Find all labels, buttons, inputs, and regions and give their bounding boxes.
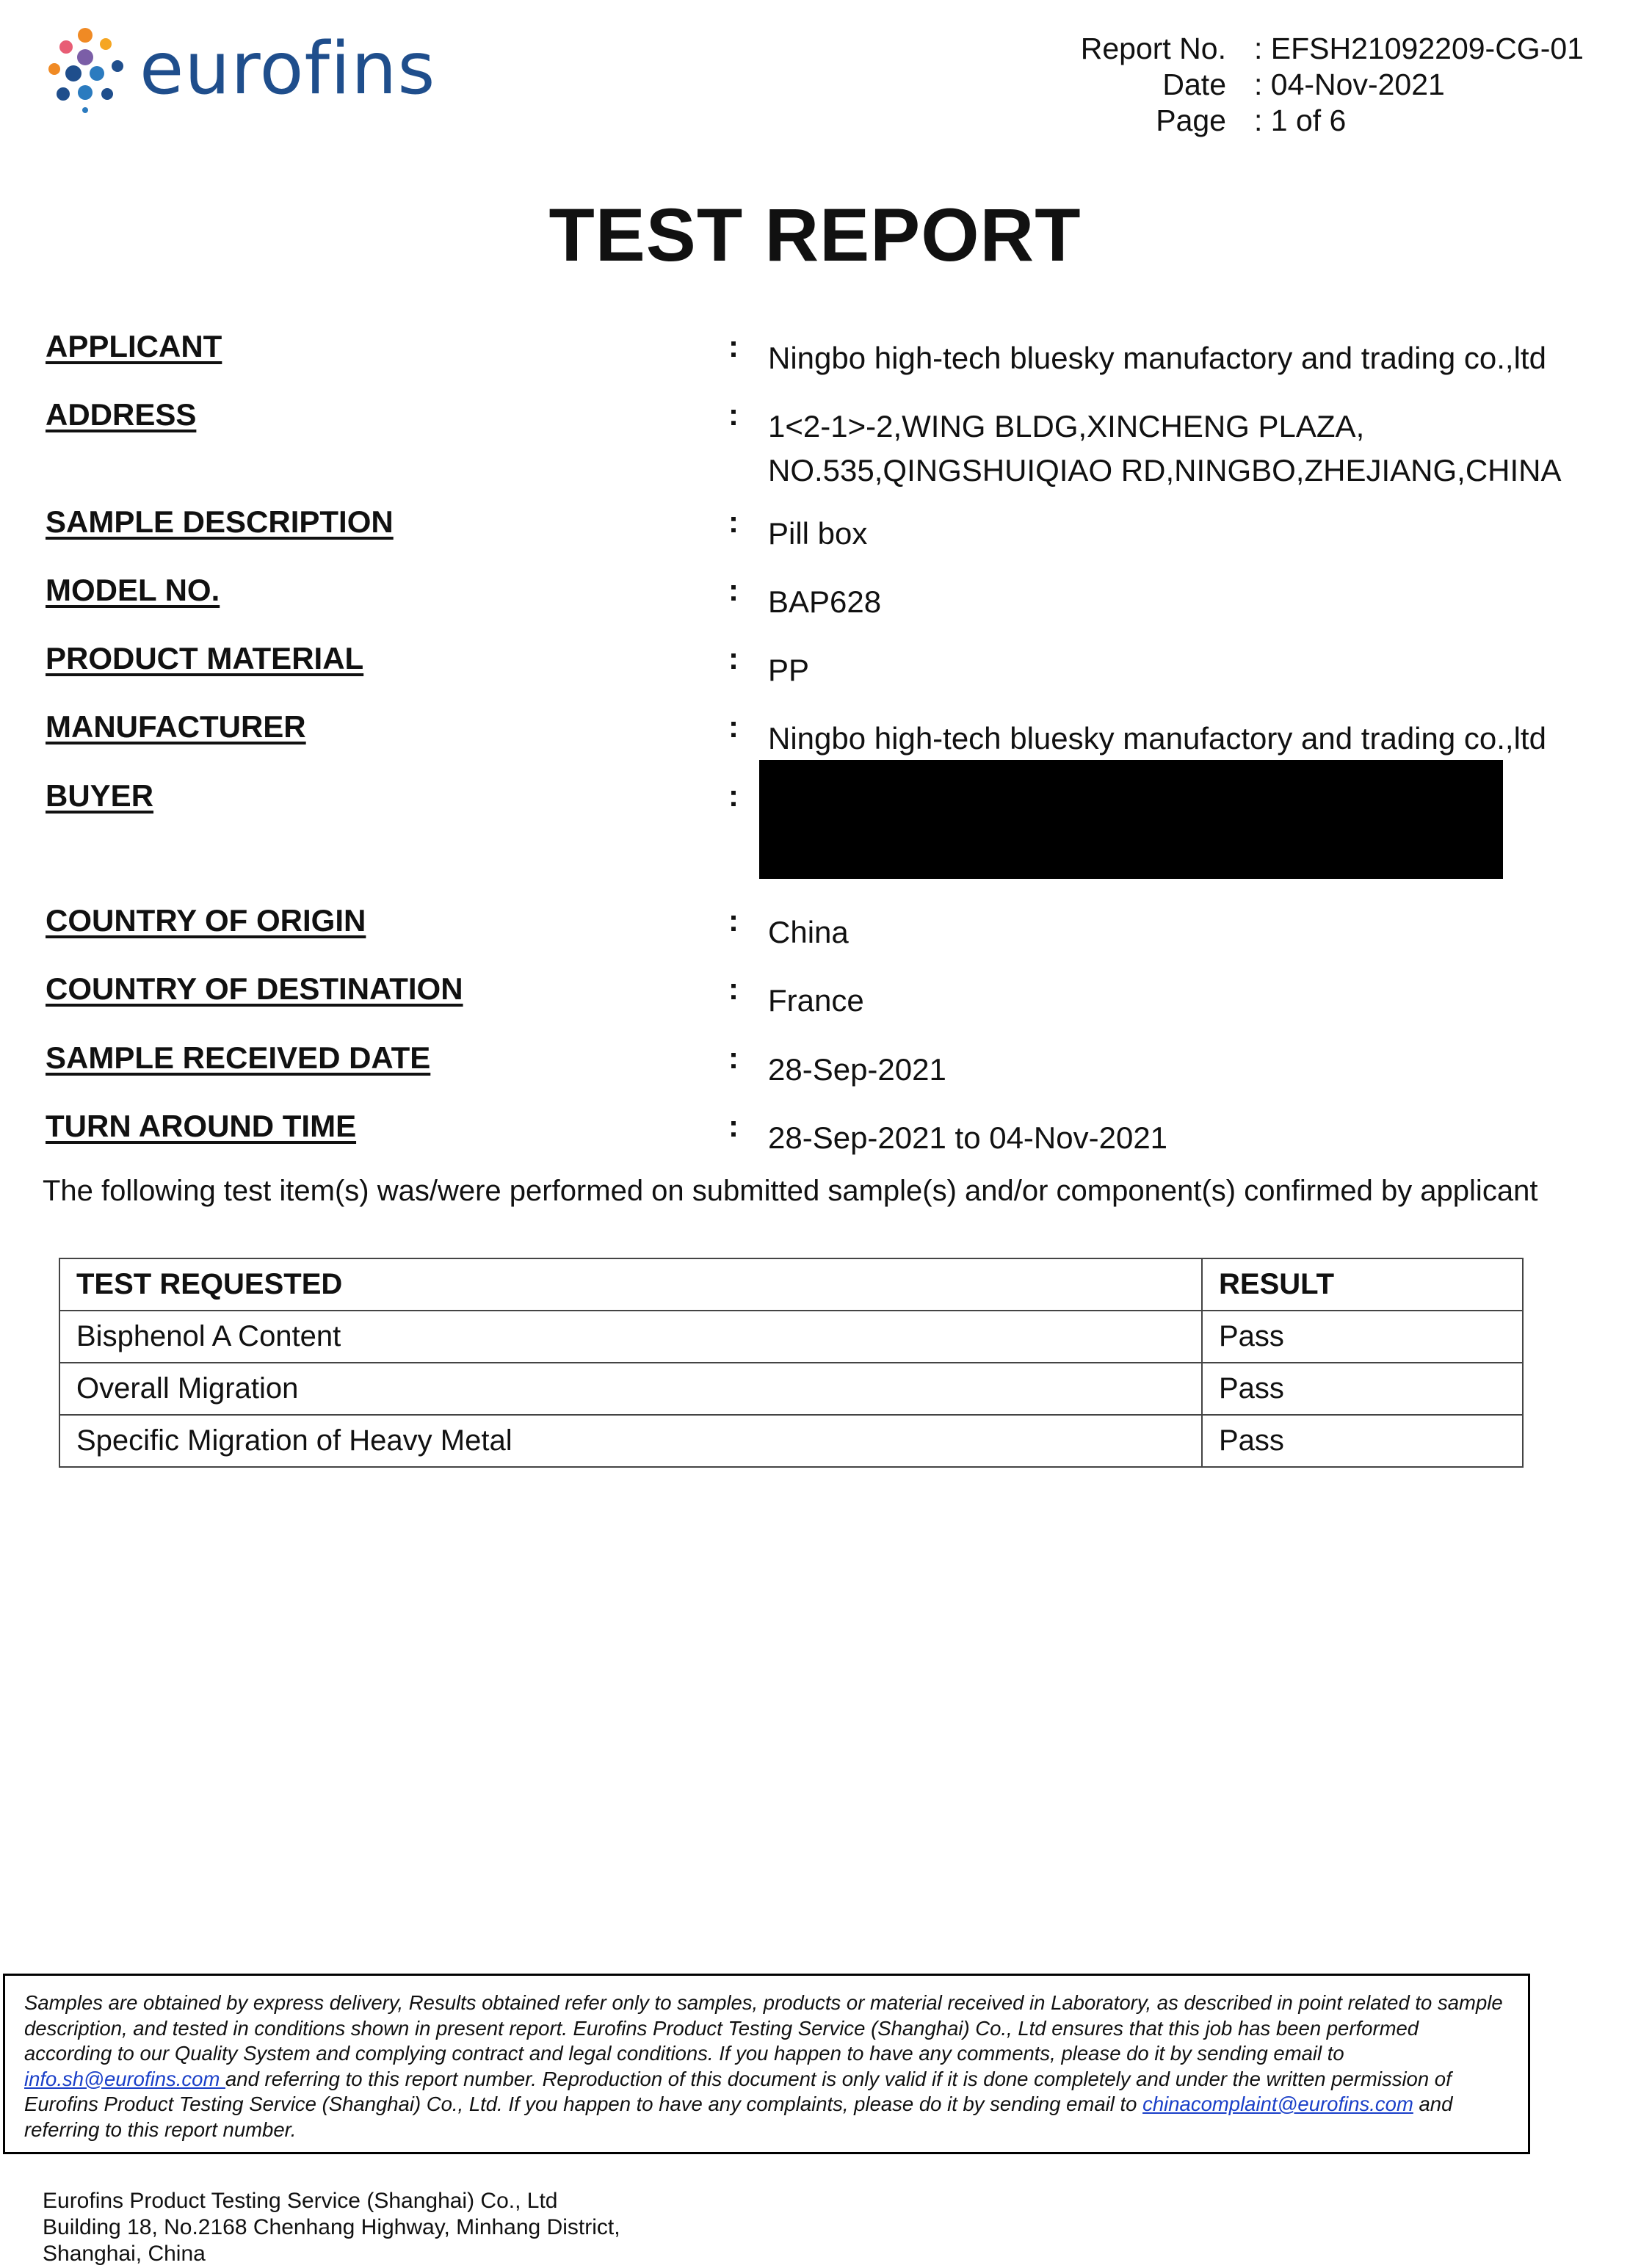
page-row [1043,103,1584,139]
table-header-row [59,1258,1523,1311]
field-colon: : [728,397,739,432]
disclaimer-text: and referring to this report number. [24,2093,1453,2141]
manufacturer-value: Ningbo high-tech bluesky manufactory and trading co.,ltd [768,721,1546,756]
turn-around-time-value: 28-Sep-2021 to 04-Nov-2021 [768,1120,1168,1155]
test-name-cell: Specific Migration of Heavy Metal [59,1415,1202,1467]
table-row [59,1415,1523,1467]
report-meta [1043,31,1584,139]
report-date-value: : 04-Nov-2021 [1254,68,1445,101]
disclaimer-text: and referring to this report number. Reproduction of this document is only valid if it is done completely and under the written permission of Eurofins Product Testing Service (Shanghai) Co., Ltd. If you happen to have any complaints, please do it by sending email to [24,2067,1452,2115]
buyer-redaction-block [759,760,1503,879]
report-number-row [1043,31,1584,67]
disclaimer-text: Samples are obtained by express delivery, Results obtained refer only to samples, products or material received in Laboratory, as described in point related to sample description, and tested in conditions shown in present report. Eurofins Product Testing Service (Shanghai) Co., Ltd ensures that this job has been performed according to our Quality System and complying contract and legal conditions. If you happen to have any comments, please do it by sending email to [24,1991,1503,2065]
field-label: PRODUCT MATERIAL [46,641,364,675]
field-label: COUNTRY OF ORIGIN [46,903,366,938]
meta-label: Report No. [1080,32,1226,65]
logo-wordmark: eurofins [140,27,436,111]
result-cell: Pass [1202,1415,1523,1467]
field-colon: : [728,641,739,675]
field-colon: : [728,329,739,363]
footer-line: Building 18, No.2168 Chenhang Highway, Minhang District, [43,2215,620,2239]
footer-address [43,2188,620,2267]
eurofins-dots-icon [41,25,129,113]
meta-label: Page [1156,104,1226,137]
test-name-cell: Overall Migration [59,1363,1202,1415]
field-colon: : [728,573,739,607]
field-colon: : [728,903,739,938]
complaint-email-link[interactable]: chinacomplaint@eurofins.com [1142,2093,1413,2115]
field-label: SAMPLE DESCRIPTION [46,504,394,539]
results-table [59,1258,1524,1468]
company-logo [41,25,452,120]
product-material-value: PP [768,653,810,687]
field-label: SAMPLE RECEIVED DATE [46,1040,431,1075]
country-of-origin-value: China [768,915,849,949]
country-of-destination-value: France [768,983,864,1018]
column-header: TEST REQUESTED [59,1258,1202,1311]
table-row [59,1363,1523,1415]
info-email-link[interactable]: info.sh@eurofins.com [24,2067,226,2090]
disclaimer-box [3,1974,1530,2154]
result-cell: Pass [1202,1363,1523,1415]
footer-line: Eurofins Product Testing Service (Shanghai) Co., Ltd [43,2189,558,2213]
address-line-1: 1<2-1>-2,WING BLDG,XINCHENG PLAZA, [768,409,1365,443]
intro-statement: The following test item(s) was/were performed on submitted sample(s) and/or component(s) confirmed by applicant [43,1175,1538,1207]
field-label: BUYER [46,778,154,813]
result-cell: Pass [1202,1311,1523,1363]
sample-received-date-value: 28-Sep-2021 [768,1052,946,1087]
field-label: MODEL NO. [46,573,220,607]
table-row [59,1311,1523,1363]
applicant-value: Ningbo high-tech bluesky manufactory and trading co.,ltd [768,341,1546,375]
meta-label: Date [1162,68,1226,101]
sample-description-value: Pill box [768,516,868,551]
field-label: COUNTRY OF DESTINATION [46,971,463,1006]
field-label: ADDRESS [46,397,197,432]
field-colon: : [728,1109,739,1143]
field-colon: : [728,971,739,1006]
column-header: RESULT [1202,1258,1523,1311]
page-value: : 1 of 6 [1254,104,1347,137]
report-number-value: : EFSH21092209-CG-01 [1254,32,1584,65]
field-colon: : [728,1040,739,1075]
field-colon: : [728,778,739,813]
test-name-cell: Bisphenol A Content [59,1311,1202,1363]
field-label: APPLICANT [46,329,222,363]
report-date-row [1043,67,1584,103]
model-no-value: BAP628 [768,584,882,619]
address-line-2: NO.535,QINGSHUIQIAO RD,NINGBO,ZHEJIANG,CHINA [768,453,1562,488]
field-label: TURN AROUND TIME [46,1109,357,1143]
field-label: MANUFACTURER [46,709,306,744]
field-colon: : [728,709,739,744]
field-colon: : [728,504,739,539]
footer-line: Shanghai, China [43,2242,206,2266]
page-title: TEST REPORT [548,193,1082,277]
address-value [768,405,1562,493]
